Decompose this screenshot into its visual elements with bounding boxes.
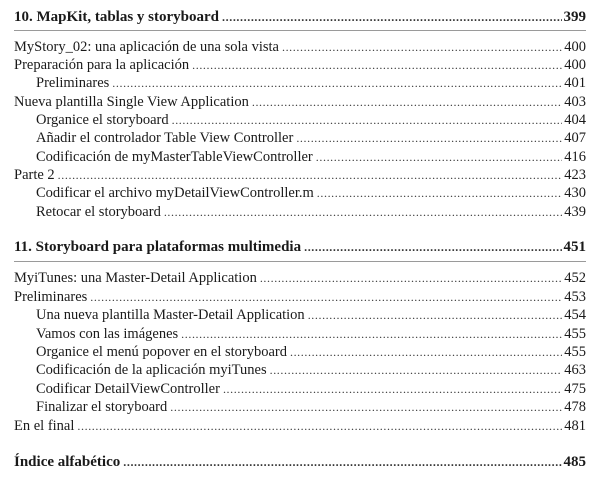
dot-leader bbox=[170, 400, 562, 414]
toc-entry bbox=[14, 165, 586, 183]
toc-subentry bbox=[36, 324, 586, 342]
dot-leader bbox=[223, 382, 562, 396]
dot-leader bbox=[123, 455, 561, 469]
toc-subentry bbox=[36, 110, 586, 128]
chapter-divider bbox=[14, 30, 586, 31]
entry-label: Nueva plantilla Single View Application bbox=[14, 94, 249, 110]
page-number: 399 bbox=[563, 9, 586, 25]
toc-subentry bbox=[36, 342, 586, 360]
dot-leader bbox=[58, 168, 563, 182]
entry-label: MyStory_02: una aplicación de una sola vista bbox=[14, 39, 279, 55]
entry-label: Codificar DetailViewController bbox=[36, 381, 220, 397]
page-number: 423 bbox=[564, 167, 586, 183]
dot-leader bbox=[77, 419, 562, 433]
page-number: 485 bbox=[563, 454, 586, 470]
chapter-10-heading bbox=[14, 7, 586, 25]
page-number: 475 bbox=[564, 381, 586, 397]
dot-leader bbox=[296, 131, 562, 145]
toc-subentry bbox=[36, 397, 586, 415]
entry-label: Parte 2 bbox=[14, 167, 55, 183]
chapter-11-heading bbox=[14, 237, 586, 255]
entry-label: Organice el storyboard bbox=[36, 112, 169, 128]
entry-label: Preparación para la aplicación bbox=[14, 57, 190, 73]
toc-subentry bbox=[36, 379, 586, 397]
page-number: 463 bbox=[564, 362, 586, 378]
dot-leader bbox=[181, 327, 562, 341]
toc-entry bbox=[14, 287, 586, 305]
entry-label: Añadir el controlador Table View Controller bbox=[36, 130, 294, 146]
page-number: 455 bbox=[564, 326, 586, 342]
toc-subentry bbox=[36, 73, 586, 91]
page-number: 416 bbox=[564, 149, 586, 165]
dot-leader bbox=[270, 363, 563, 377]
toc-entry bbox=[14, 37, 586, 55]
toc-entry bbox=[14, 92, 586, 110]
entry-label: Organice el menú popover en el storyboard bbox=[36, 344, 287, 360]
entry-label: Codificación de myMasterTableViewController bbox=[36, 149, 313, 165]
page-number: 439 bbox=[564, 204, 586, 220]
dot-leader bbox=[290, 345, 562, 359]
chapter-title: Índice alfabético bbox=[14, 454, 121, 470]
entry-label: MyiTunes: una Master-Detail Application bbox=[14, 270, 257, 286]
toc-subentry bbox=[36, 202, 586, 220]
page-number: 400 bbox=[564, 57, 586, 73]
dot-leader bbox=[164, 205, 562, 219]
page-number: 430 bbox=[564, 185, 586, 201]
page-number: 478 bbox=[564, 399, 586, 415]
dot-leader bbox=[252, 95, 562, 109]
chapter-title: 11. Storyboard para plataformas multimedia bbox=[14, 239, 302, 255]
dot-leader bbox=[260, 271, 562, 285]
entry-label: Una nueva plantilla Master-Detail Application bbox=[36, 307, 305, 323]
entry-label: Preliminares bbox=[36, 75, 110, 91]
page-number: 403 bbox=[564, 94, 586, 110]
entry-label: Retocar el storyboard bbox=[36, 204, 161, 220]
toc-subentry bbox=[36, 183, 586, 201]
entry-label: Preliminares bbox=[14, 289, 88, 305]
page-number: 455 bbox=[564, 344, 586, 360]
entry-label: Finalizar el storyboard bbox=[36, 399, 168, 415]
page-number: 407 bbox=[564, 130, 586, 146]
page-number: 451 bbox=[563, 239, 586, 255]
dot-leader bbox=[304, 240, 561, 254]
toc-subentry bbox=[36, 305, 586, 323]
dot-leader bbox=[172, 113, 563, 127]
dot-leader bbox=[222, 10, 561, 24]
chapter-title: 10. MapKit, tablas y storyboard bbox=[14, 9, 220, 25]
page-number: 452 bbox=[564, 270, 586, 286]
toc-entry bbox=[14, 55, 586, 73]
dot-leader bbox=[192, 58, 562, 72]
page-number: 481 bbox=[564, 418, 586, 434]
dot-leader bbox=[282, 40, 562, 54]
dot-leader bbox=[90, 290, 562, 304]
dot-leader bbox=[316, 150, 562, 164]
toc-subentry bbox=[36, 360, 586, 378]
entry-label: Vamos con las imágenes bbox=[36, 326, 179, 342]
entry-label: En el final bbox=[14, 418, 75, 434]
page-number: 400 bbox=[564, 39, 586, 55]
page-number: 404 bbox=[564, 112, 586, 128]
page-number: 453 bbox=[564, 289, 586, 305]
dot-leader bbox=[308, 308, 563, 322]
toc-entry bbox=[14, 268, 586, 286]
page-number: 401 bbox=[564, 75, 586, 91]
dot-leader bbox=[112, 76, 562, 90]
dot-leader bbox=[317, 186, 562, 200]
toc-subentry bbox=[36, 147, 586, 165]
entry-label: Codificar el archivo myDetailViewController.m bbox=[36, 185, 314, 201]
index-heading bbox=[14, 452, 586, 470]
entry-label: Codificación de la aplicación myiTunes bbox=[36, 362, 267, 378]
toc-subentry bbox=[36, 128, 586, 146]
page-number: 454 bbox=[564, 307, 586, 323]
chapter-divider bbox=[14, 261, 586, 262]
toc-entry bbox=[14, 416, 586, 434]
